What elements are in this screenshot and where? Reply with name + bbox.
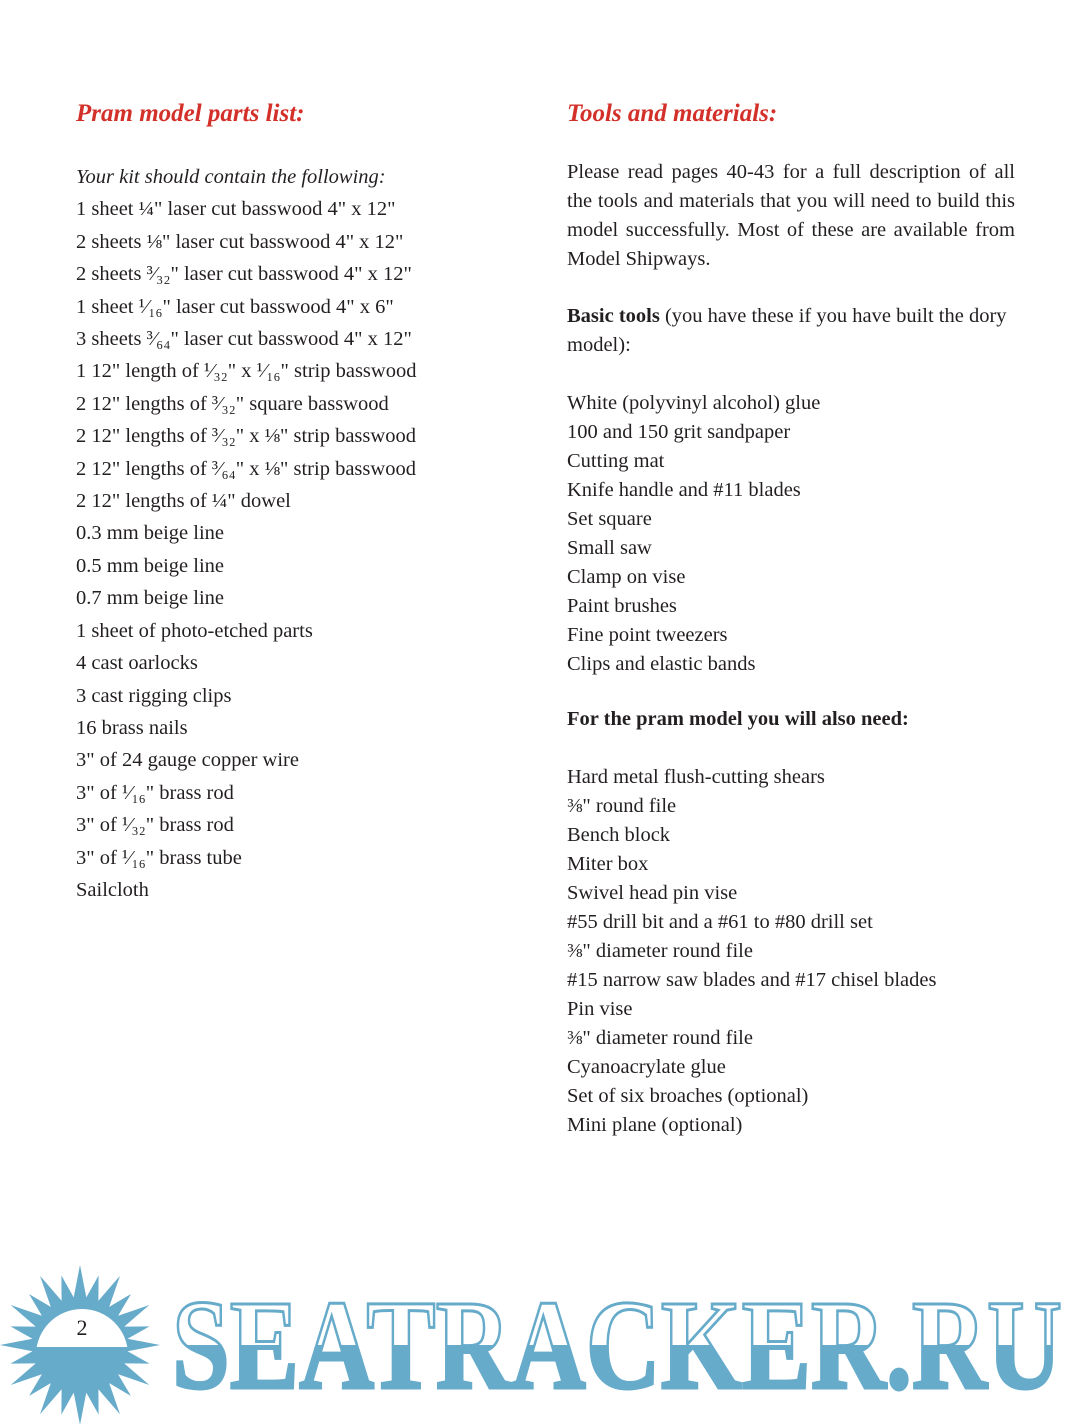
list-item: 1 12" length of ¹⁄₃₂" x ¹⁄₁₆" strip basswood [76,360,417,383]
sunburst-icon [0,1265,160,1425]
list-item: 0.7 mm beige line [76,587,225,610]
list-item: Cyanoacrylate glue [567,1056,726,1078]
list-item: Small saw [567,537,652,559]
list-item: Hard metal flush-cutting shears [567,766,825,788]
list-item: 2 12" lengths of ³⁄₃₂" square basswood [76,392,389,415]
list-item: Bench block [567,824,671,846]
list-item: 2 12" lengths of ³⁄₃₂" x ⅛" strip basswood [76,425,416,448]
parts-intro: Your kit should contain the following: [76,166,386,188]
list-item: 4 cast oarlocks [76,652,198,675]
footer-logo [0,1260,1080,1425]
list-item: Mini plane (optional) [567,1114,743,1136]
list-item: Pin vise [567,998,633,1020]
tools-section [567,158,1015,1140]
basic-tools-list [567,389,1015,679]
parts-list-heading: Pram model parts list: [76,100,305,127]
list-item: Clamp on vise [567,566,686,588]
basic-tools-note: (you have these if you have built the dory model): [567,305,1007,356]
list-item: 3 sheets ³⁄₆₄" laser cut basswood 4" x 12" [76,328,412,351]
list-item: Cutting mat [567,450,665,472]
list-item: Set of six broaches (optional) [567,1085,809,1107]
list-item: 2 sheets ³⁄₃₂" laser cut basswood 4" x 12" [76,263,412,286]
list-item: 3" of ¹⁄₃₂" brass rod [76,814,234,837]
list-item: Paint brushes [567,595,677,617]
list-item: Clips and elastic bands [567,653,756,675]
list-item: White (polyvinyl alcohol) glue [567,392,821,414]
list-item: #15 narrow saw blades and #17 chisel blades [567,969,937,991]
parts-list [76,161,516,906]
list-item: 1 sheet ¼" laser cut basswood 4" x 12" [76,198,396,221]
list-item: Miter box [567,853,649,875]
list-item: 1 sheet of photo-etched parts [76,619,313,642]
list-item: 2 12" lengths of ¼" dowel [76,490,291,513]
pram-tools-heading: For the pram model you will also need: [567,708,909,730]
list-item: 0.3 mm beige line [76,522,225,545]
page-number: 2 [76,1315,88,1340]
list-item: Fine point tweezers [567,624,728,646]
list-item: ⅜" diameter round file [567,1027,753,1049]
list-item: 2 12" lengths of ³⁄₆₄" x ⅛" strip basswood [76,457,416,480]
list-item: Sailcloth [76,878,149,901]
list-item: 3 cast rigging clips [76,684,232,707]
list-item: Swivel head pin vise [567,882,738,904]
list-item: Set square [567,508,652,530]
list-item: Knife handle and #11 blades [567,479,801,501]
list-item: 2 sheets ⅛" laser cut basswood 4" x 12" [76,230,404,253]
list-item: 0.5 mm beige line [76,554,225,577]
tools-intro: Please read pages 40-43 for a full description of all the tools and materials that you will need to build this model successfully. Most of these are available from Model Shipways. [567,161,1015,270]
list-item: 16 brass nails [76,716,188,739]
list-item: ⅜" diameter round file [567,940,753,962]
basic-tools-paragraph [567,302,1015,360]
list-item: #55 drill bit and a #61 to #80 drill set [567,911,873,933]
list-item: 1 sheet ¹⁄₁₆" laser cut basswood 4" x 6" [76,295,394,318]
list-item: 3" of ¹⁄₁₆" brass tube [76,846,242,869]
list-item: ⅜" round file [567,795,677,817]
list-item: 3" of 24 gauge copper wire [76,749,299,772]
watermark-text: SEATRACKER.RU [172,1274,1062,1416]
tools-heading: Tools and materials: [567,100,778,127]
basic-tools-label: Basic tools [567,305,660,327]
list-item: 100 and 150 grit sandpaper [567,421,791,443]
pram-tools-list [567,763,1015,1140]
list-item: 3" of ¹⁄₁₆" brass rod [76,781,234,804]
